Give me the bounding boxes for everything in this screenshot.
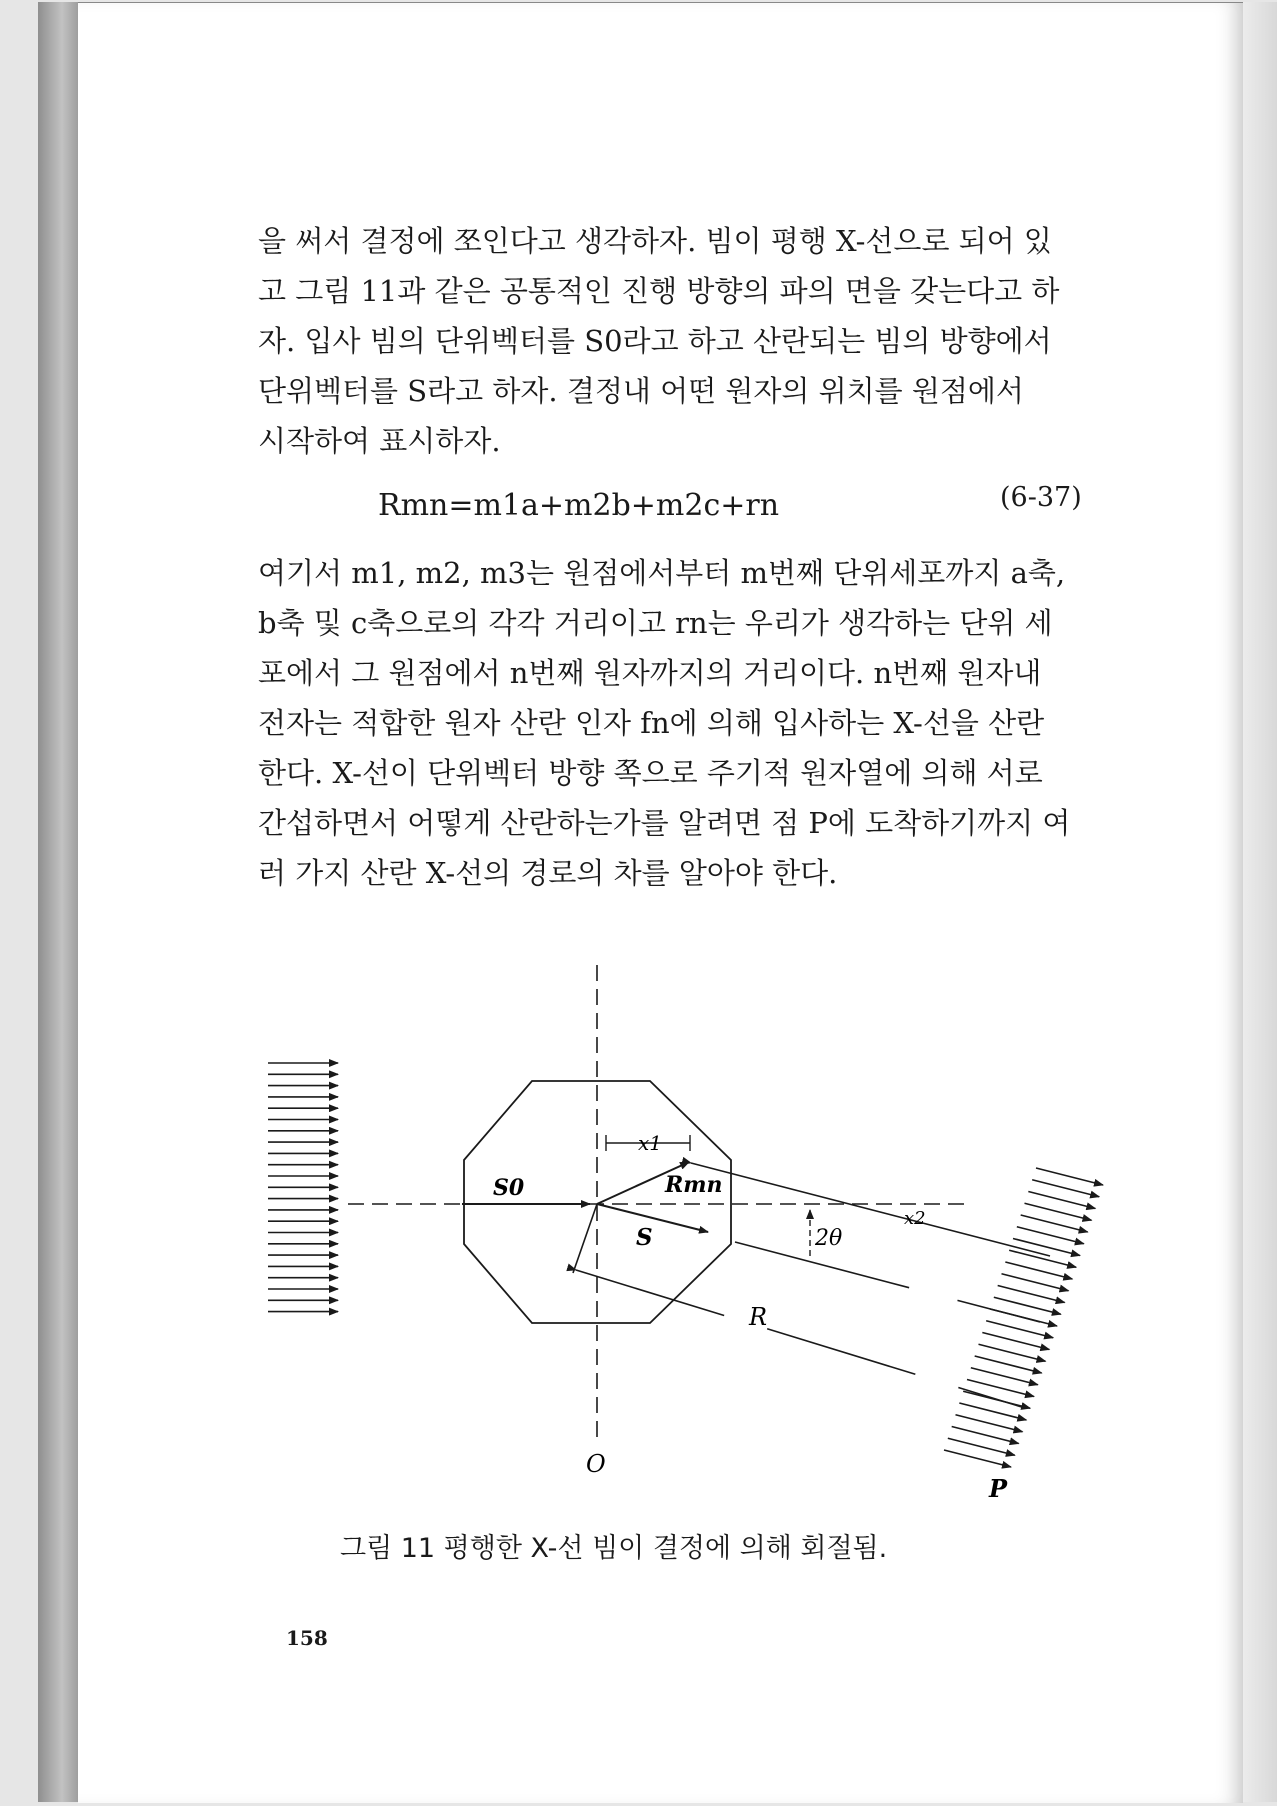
text-line: 고 그림 11과 같은 공통적인 진행 방향의 파의 면을 갖는다고 하 [258,274,1060,308]
label-p: P [989,1474,1008,1503]
page-number: 158 [286,1626,328,1650]
text-line: 여기서 m1, m2, m3는 원점에서부터 m번째 단위세포까지 a축, [258,556,1066,590]
equation-number: (6-37) [1000,482,1082,513]
r-baseline [573,1204,597,1273]
equation: Rmn=m1a+m2b+m2c+rn [378,488,780,523]
x2-path [691,1163,1050,1256]
text-line: 전자는 적합한 원자 산란 인자 fn에 의해 입사하는 X-선을 산란 [258,706,1045,740]
text-line: 을 써서 결정에 쪼인다고 생각하자. 빔이 평행 X-선으로 되어 있 [258,224,1052,258]
text-line: b축 및 c축으로의 각각 거리이고 rn는 우리가 생각하는 단위 세 [258,606,1053,640]
label-s0: S0 [493,1175,525,1201]
text-line: 러 가지 산란 X-선의 경로의 차를 알아야 한다. [258,856,838,890]
s-direction-line [735,1242,1040,1322]
label-two-theta: 2θ [815,1226,843,1251]
label-rmn: Rmn [665,1172,723,1198]
text-line: 포에서 그 원점에서 n번째 원자까지의 거리이다. n번째 원자내 [258,656,1042,690]
label-o: O [586,1450,606,1478]
label-x2: x2 [904,1208,926,1229]
label-r: R [749,1303,768,1331]
text-line: 한다. X-선이 단위벡터 방향 쪽으로 주기적 원자열에 의해 서로 [258,756,1043,790]
r-path [576,1270,1025,1408]
text-line: 자. 입사 빔의 단위벡터를 S0라고 하고 산란되는 빔의 방향에서 [258,324,1052,358]
label-x1: x1 [638,1131,663,1155]
label-s: S [636,1224,653,1251]
text-line: 간섭하면서 어떻게 산란하는가를 알려면 점 P에 도착하기까지 여 [258,806,1071,840]
figure-caption: 그림 11 평행한 X-선 빔이 결정에 의해 회절됨. [340,1533,888,1564]
text-line: 단위벡터를 S라고 하자. 결정내 어떤 원자의 위치를 원점에서 [258,374,1024,408]
text-line: 시작하여 표시하자. [258,424,501,458]
incident-beam-arrows [268,1063,338,1312]
